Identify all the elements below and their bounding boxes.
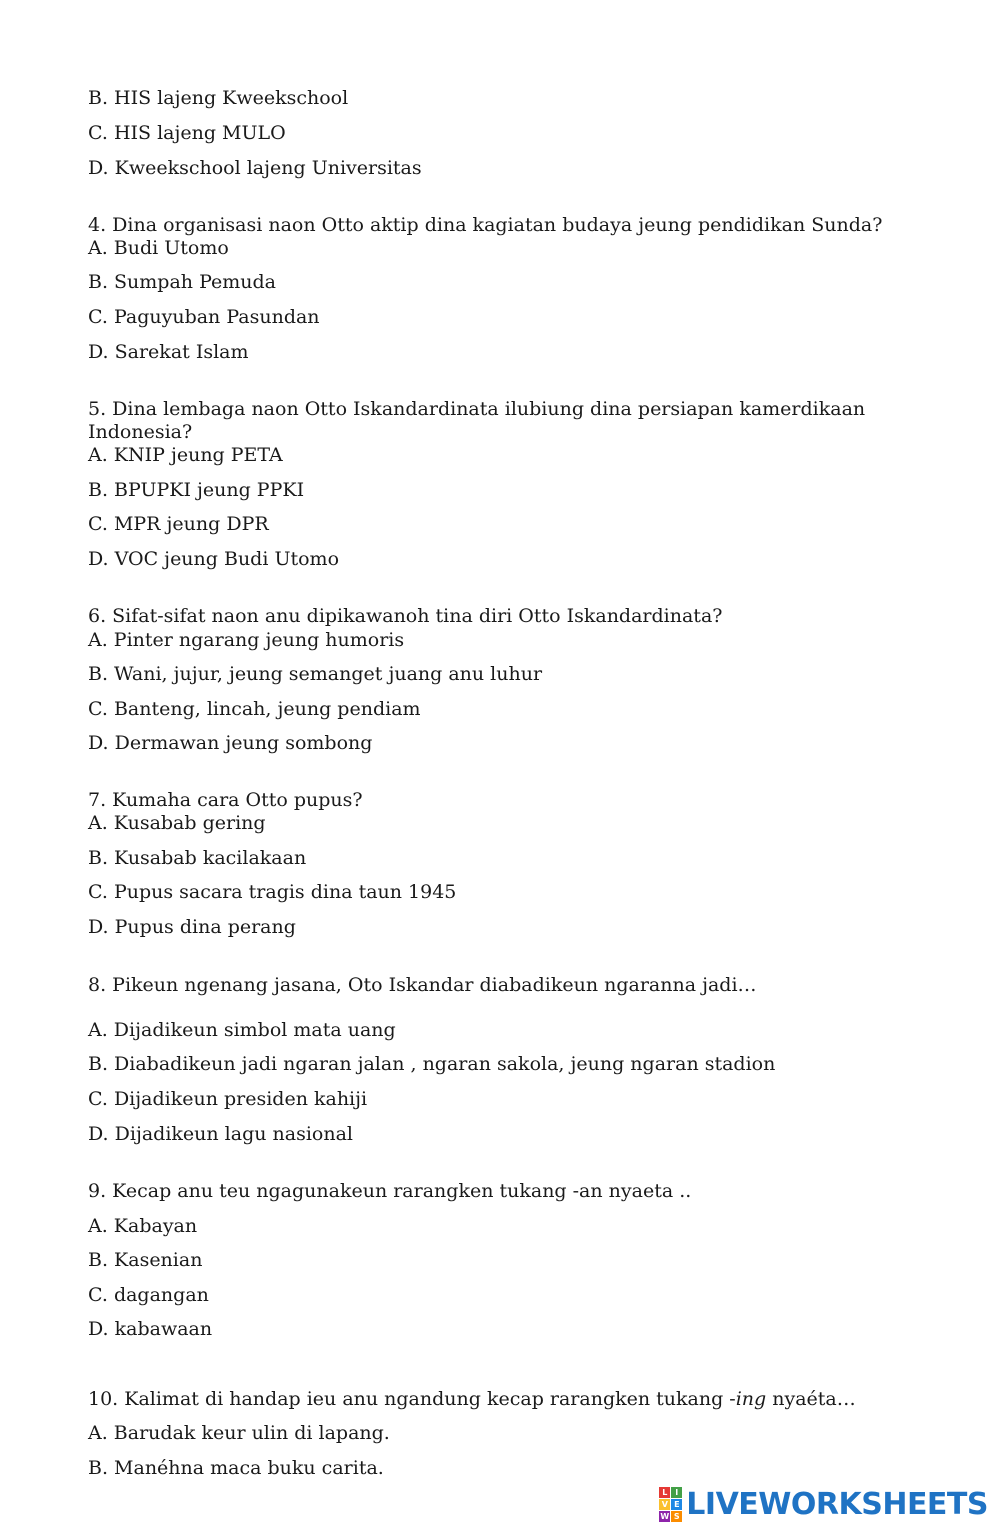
q9-option-c: C. dagangan (88, 1284, 209, 1306)
q10-question: 10. Kalimat di handap ieu anu ngandung kecap rarangken tukang -ing nyaéta… (88, 1388, 856, 1410)
q6-question: 6. Sifat-sifat naon anu dipikawanoh tina diri Otto Iskandardinata? (88, 605, 723, 627)
q4-option-c: C. Paguyuban Pasundan (88, 306, 320, 328)
q8-option-c: C. Dijadikeun presiden kahiji (88, 1088, 368, 1110)
q4-option-d: D. Sarekat Islam (88, 341, 249, 363)
logo-tile: I (671, 1487, 682, 1498)
q10-question-italic: ing (735, 1388, 767, 1410)
liveworksheets-logo (659, 1486, 988, 1522)
q5-option-c: C. MPR jeung DPR (88, 513, 269, 535)
q7-option-b: B. Kusabab kacilakaan (88, 847, 307, 869)
q7-option-d: D. Pupus dina perang (88, 916, 296, 938)
q4-option-b: B. Sumpah Pemuda (88, 271, 276, 293)
logo-tile: L (659, 1487, 670, 1498)
q8-option-a: A. Dijadikeun simbol mata uang (88, 1019, 396, 1041)
liveworksheets-logo-icon (659, 1487, 682, 1522)
q6-option-c: C. Banteng, lincah, jeung pendiam (88, 698, 421, 720)
q4-question: 4. Dina organisasi naon Otto aktip dina kagiatan budaya jeung pendidikan Sunda? (88, 214, 883, 236)
q5-question-line1: 5. Dina lembaga naon Otto Iskandardinata ilubiung dina persiapan kamerdikaan (88, 398, 866, 420)
q9-option-b: B. Kasenian (88, 1249, 203, 1271)
q6-option-a: A. Pinter ngarang jeung humoris (88, 629, 405, 651)
q3-option-d: D. Kweekschool lajeng Universitas (88, 157, 422, 179)
q5-option-b: B. BPUPKI jeung PPKI (88, 479, 305, 501)
q7-option-a: A. Kusabab gering (88, 812, 266, 834)
liveworksheets-text: LIVEWORKSHEETS (686, 1486, 988, 1522)
q9-option-d: D. kabawaan (88, 1318, 213, 1340)
q7-question: 7. Kumaha cara Otto pupus? (88, 789, 363, 811)
q7-option-c: C. Pupus sacara tragis dina taun 1945 (88, 881, 457, 903)
q5-option-d: D. VOC jeung Budi Utomo (88, 548, 340, 570)
q10-option-a: A. Barudak keur ulin di lapang. (88, 1422, 390, 1444)
logo-tile: E (671, 1499, 682, 1510)
logo-tile: W (660, 1511, 670, 1521)
q6-option-d: D. Dermawan jeung sombong (88, 732, 373, 754)
q9-option-a: A. Kabayan (88, 1215, 198, 1237)
q5-option-a: A. KNIP jeung PETA (88, 444, 283, 466)
q8-option-d: D. Dijadikeun lagu nasional (88, 1123, 353, 1145)
q3-option-c: C. HIS lajeng MULO (88, 122, 286, 144)
q8-option-b: B. Diabadikeun jadi ngaran jalan , ngaran sakola, jeung ngaran stadion (88, 1053, 776, 1075)
q6-option-b: B. Wani, jujur, jeung semanget juang anu luhur (88, 663, 543, 685)
q10-option-b: B. Manéhna maca buku carita. (88, 1457, 384, 1479)
logo-tile: S (671, 1511, 682, 1522)
q4-option-a: A. Budi Utomo (88, 237, 229, 259)
q9-question: 9. Kecap anu teu ngagunakeun rarangken tukang -an nyaeta .. (88, 1180, 692, 1202)
q3-option-b: B. HIS lajeng Kweekschool (88, 87, 349, 109)
q5-question-line2: Indonesia? (88, 421, 193, 443)
logo-tile: V (659, 1499, 670, 1510)
q8-question: 8. Pikeun ngenang jasana, Oto Iskandar diabadikeun ngaranna jadi… (88, 974, 757, 996)
